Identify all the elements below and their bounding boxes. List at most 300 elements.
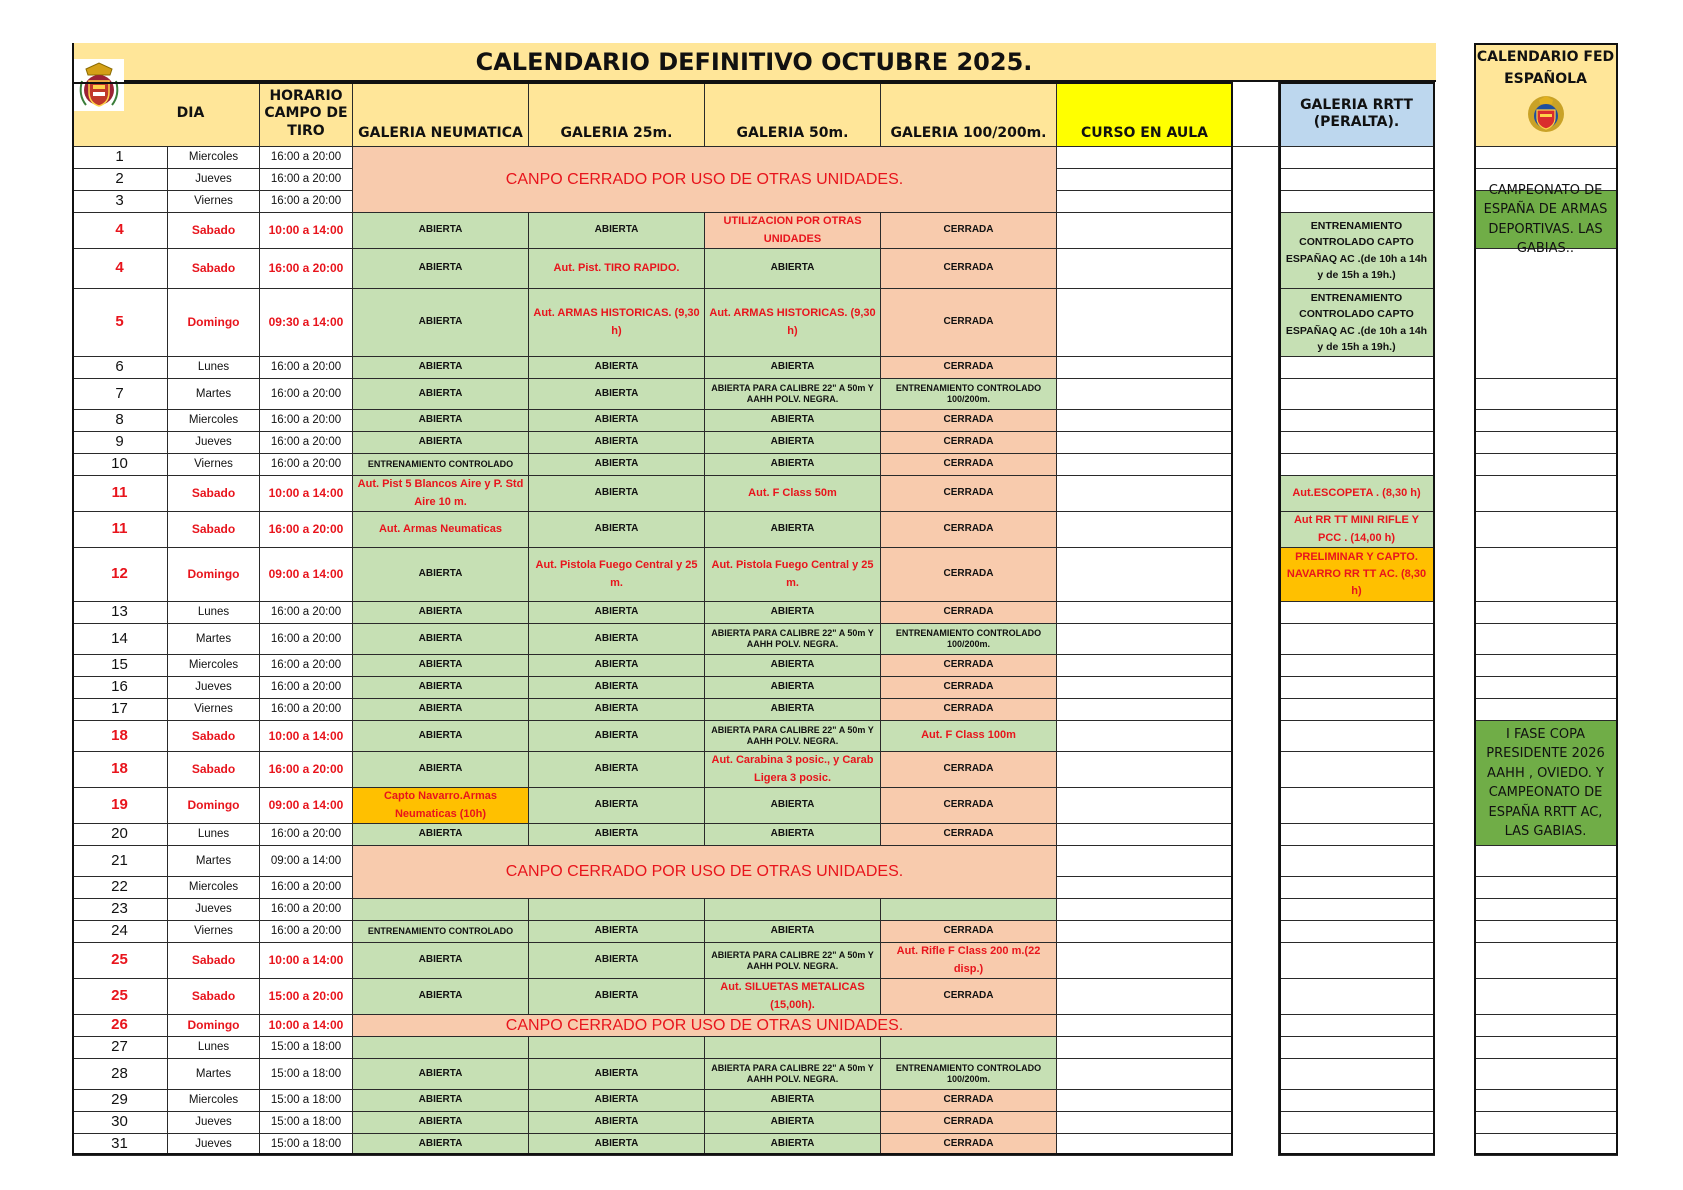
header-g50: GALERIA 50m.: [705, 82, 881, 147]
rrtt-cell: [1279, 752, 1435, 788]
cell-g100: CERRADA: [881, 410, 1057, 432]
day-number: 28: [72, 1059, 168, 1090]
cell-g25: ABIERTA: [529, 788, 705, 824]
rrtt-cell: [1279, 169, 1435, 191]
rrtt-cell: [1279, 410, 1435, 432]
cell-g50: ABIERTA: [705, 249, 881, 289]
gap-cell: [1233, 410, 1279, 432]
rrtt-cell: [1279, 454, 1435, 476]
cell-g100: ENTRENAMIENTO CONTROLADO 100/200m.: [881, 624, 1057, 655]
cell-neu: ABIERTA: [353, 548, 529, 602]
hours: 16:00 a 20:00: [260, 191, 353, 213]
cell-g50: ABIERTA: [705, 454, 881, 476]
curso-cell: [1057, 410, 1233, 432]
header-neumatica: GALERIA NEUMATICA: [353, 82, 529, 147]
header-rrtt: GALERIA RRTT (PERALTA).: [1279, 82, 1435, 147]
gap-cell: [1233, 289, 1279, 357]
day-name: Sabado: [168, 213, 260, 249]
hours: 16:00 a 20:00: [260, 877, 353, 899]
day-number: 20: [72, 824, 168, 846]
cell-neu: ABIERTA: [353, 432, 529, 454]
hours: 15:00 a 18:00: [260, 1059, 353, 1090]
gap-cell: [1233, 476, 1279, 512]
cell-g25: ABIERTA: [529, 943, 705, 979]
curso-cell: [1057, 655, 1233, 677]
cell-g50: ABIERTA PARA CALIBRE 22" A 50m Y AAHH POLV. NEGRA.: [705, 1059, 881, 1090]
day-name: Sabado: [168, 979, 260, 1015]
hours: 16:00 a 20:00: [260, 921, 353, 943]
cell-g50: [705, 899, 881, 921]
day-number: 5: [72, 289, 168, 357]
day-number: 4: [72, 213, 168, 249]
cell-g50: ABIERTA PARA CALIBRE 22" A 50m Y AAHH POLV. NEGRA.: [705, 721, 881, 752]
cell-g100: CERRADA: [881, 512, 1057, 548]
day-name: Jueves: [168, 169, 260, 191]
day-number: 16: [72, 677, 168, 699]
federation-shield-icon: [1524, 92, 1568, 136]
curso-cell: [1057, 979, 1233, 1015]
curso-cell: [1057, 1037, 1233, 1059]
day-number: 21: [72, 846, 168, 877]
fed-empty-cell: [1474, 357, 1618, 379]
day-number: 31: [72, 1134, 168, 1156]
fed-empty-cell: [1474, 655, 1618, 677]
gap-cell: [1233, 824, 1279, 846]
day-name: Viernes: [168, 454, 260, 476]
cell-g100: CERRADA: [881, 979, 1057, 1015]
curso-cell: [1057, 943, 1233, 979]
cell-g50: ABIERTA: [705, 824, 881, 846]
cell-g50: UTILIZACION POR OTRAS UNIDADES: [705, 213, 881, 249]
day-number: 30: [72, 1112, 168, 1134]
header-fed: CALENDARIO FED ESPAÑOLA: [1474, 43, 1618, 147]
curso-cell: [1057, 677, 1233, 699]
day-number: 3: [72, 191, 168, 213]
day-number: 7: [72, 379, 168, 410]
cell-neu: ABIERTA: [353, 602, 529, 624]
gap-cell: [1233, 721, 1279, 752]
day-number: 2: [72, 169, 168, 191]
cell-g100: [881, 1037, 1057, 1059]
rrtt-cell: [1279, 921, 1435, 943]
rrtt-cell: Aut.ESCOPETA . (8,30 h): [1279, 476, 1435, 512]
curso-cell: [1057, 249, 1233, 289]
cell-g100: Aut. F Class 100m: [881, 721, 1057, 752]
hours: 16:00 a 20:00: [260, 824, 353, 846]
cell-neu: ABIERTA: [353, 357, 529, 379]
day-number: 29: [72, 1090, 168, 1112]
rrtt-cell: [1279, 846, 1435, 877]
curso-cell: [1057, 432, 1233, 454]
day-name: Miercoles: [168, 877, 260, 899]
day-name: Lunes: [168, 357, 260, 379]
curso-cell: [1057, 1015, 1233, 1037]
fed-empty-cell: [1474, 943, 1618, 979]
cell-neu: ABIERTA: [353, 979, 529, 1015]
day-name: Jueves: [168, 677, 260, 699]
cell-g50: ABIERTA: [705, 1090, 881, 1112]
cell-g25: ABIERTA: [529, 824, 705, 846]
rrtt-cell: [1279, 721, 1435, 752]
fed-empty-cell: [1474, 899, 1618, 921]
curso-cell: [1057, 213, 1233, 249]
curso-cell: [1057, 289, 1233, 357]
cell-g100: CERRADA: [881, 677, 1057, 699]
day-name: Jueves: [168, 899, 260, 921]
cell-neu: [353, 1037, 529, 1059]
day-number: 25: [72, 943, 168, 979]
hours: 15:00 a 18:00: [260, 1134, 353, 1156]
rrtt-training-cell: ENTRENAMIENTO CONTROLADO CAPTO ESPAÑAQ AC .(de 10h a 14h y de 15h a 19h.): [1279, 289, 1435, 357]
rrtt-cell: [1279, 379, 1435, 410]
day-number: 19: [72, 788, 168, 824]
rrtt-cell: [1279, 357, 1435, 379]
cell-g50: Aut. Carabina 3 posic., y Carab Ligera 3 posic.: [705, 752, 881, 788]
cell-g25: ABIERTA: [529, 721, 705, 752]
cell-g100: CERRADA: [881, 1090, 1057, 1112]
cell-g25: Aut. Pistola Fuego Central y 25 m.: [529, 548, 705, 602]
rrtt-cell: [1279, 943, 1435, 979]
curso-cell: [1057, 512, 1233, 548]
rrtt-cell: [1279, 191, 1435, 213]
cell-neu: ABIERTA: [353, 699, 529, 721]
hours: 16:00 a 20:00: [260, 169, 353, 191]
day-name: Sabado: [168, 752, 260, 788]
cell-g25: ABIERTA: [529, 677, 705, 699]
curso-cell: [1057, 824, 1233, 846]
day-number: 22: [72, 877, 168, 899]
cell-g25: ABIERTA: [529, 512, 705, 548]
curso-cell: [1057, 357, 1233, 379]
hours: 16:00 a 20:00: [260, 432, 353, 454]
gap-cell: [1233, 943, 1279, 979]
curso-cell: [1057, 1134, 1233, 1156]
gap-cell: [1233, 1015, 1279, 1037]
cell-g100: CERRADA: [881, 213, 1057, 249]
day-name: Sabado: [168, 721, 260, 752]
fed-empty-cell: [1474, 1037, 1618, 1059]
day-number: 11: [72, 512, 168, 548]
fed-empty-cell: [1474, 877, 1618, 899]
gap-cell: [1233, 249, 1279, 289]
cell-g50: Aut. F Class 50m: [705, 476, 881, 512]
cell-neu: ABIERTA: [353, 824, 529, 846]
hours: 16:00 a 20:00: [260, 410, 353, 432]
fed-empty-cell: [1474, 1059, 1618, 1090]
cell-neu: ABIERTA: [353, 1090, 529, 1112]
hours: 16:00 a 20:00: [260, 379, 353, 410]
hours: 16:00 a 20:00: [260, 624, 353, 655]
cell-g25: ABIERTA: [529, 213, 705, 249]
cell-g25: ABIERTA: [529, 1134, 705, 1156]
hours: 09:00 a 14:00: [260, 846, 353, 877]
cell-g100: ENTRENAMIENTO CONTROLADO 100/200m.: [881, 1059, 1057, 1090]
cell-g25: ABIERTA: [529, 379, 705, 410]
header-g100: GALERIA 100/200m.: [881, 82, 1057, 147]
hours: 09:00 a 14:00: [260, 788, 353, 824]
cell-g50: Aut. SILUETAS METALICAS (15,00h).: [705, 979, 881, 1015]
rrtt-cell: [1279, 824, 1435, 846]
day-number: 10: [72, 454, 168, 476]
cell-g50: ABIERTA: [705, 1112, 881, 1134]
hours: 09:00 a 14:00: [260, 548, 353, 602]
gap-cell: [1233, 357, 1279, 379]
cell-neu: ABIERTA: [353, 379, 529, 410]
curso-cell: [1057, 846, 1233, 877]
day-name: Domingo: [168, 1015, 260, 1037]
gap-cell: [1233, 1112, 1279, 1134]
rrtt-cell: [1279, 1015, 1435, 1037]
curso-cell: [1057, 877, 1233, 899]
hours: 16:00 a 20:00: [260, 454, 353, 476]
day-name: Martes: [168, 379, 260, 410]
fed-empty-cell: [1474, 1134, 1618, 1156]
gap-cell: [1233, 213, 1279, 249]
header-dia: DIA: [72, 82, 260, 147]
cell-g25: ABIERTA: [529, 699, 705, 721]
cell-neu: Aut. Pist 5 Blancos Aire y P. Std Aire 10 m.: [353, 476, 529, 512]
gap-cell: [1233, 147, 1279, 169]
fed-empty-cell: [1474, 379, 1618, 410]
hours: 10:00 a 14:00: [260, 721, 353, 752]
cell-g100: CERRADA: [881, 1112, 1057, 1134]
fed-empty-cell: [1474, 677, 1618, 699]
day-name: Sabado: [168, 249, 260, 289]
cell-g100: CERRADA: [881, 921, 1057, 943]
cell-g50: ABIERTA: [705, 788, 881, 824]
cell-g25: ABIERTA: [529, 1090, 705, 1112]
cell-g100: CERRADA: [881, 432, 1057, 454]
day-number: 15: [72, 655, 168, 677]
day-number: 1: [72, 147, 168, 169]
fed-empty-cell: [1474, 1015, 1618, 1037]
cell-g100: Aut. Rifle F Class 200 m.(22 disp.): [881, 943, 1057, 979]
rrtt-cell: [1279, 979, 1435, 1015]
day-name: Domingo: [168, 289, 260, 357]
cell-neu: ENTRENAMIENTO CONTROLADO: [353, 921, 529, 943]
cell-neu: ENTRENAMIENTO CONTROLADO: [353, 454, 529, 476]
rrtt-cell: [1279, 147, 1435, 169]
day-number: 18: [72, 752, 168, 788]
fed-empty-cell: [1474, 602, 1618, 624]
rrtt-cell: [1279, 677, 1435, 699]
cell-g50: ABIERTA: [705, 602, 881, 624]
curso-cell: [1057, 921, 1233, 943]
gap-cell: [1233, 655, 1279, 677]
rrtt-cell: Aut RR TT MINI RIFLE Y PCC . (14,00 h): [1279, 512, 1435, 548]
rrtt-cell: PRELIMINAR Y CAPTO. NAVARRO RR TT AC. (8,30 h): [1279, 548, 1435, 602]
curso-cell: [1057, 752, 1233, 788]
hours: 10:00 a 14:00: [260, 476, 353, 512]
closed-notice: CANPO CERRADO POR USO DE OTRAS UNIDADES.: [353, 147, 1057, 213]
cell-g25: ABIERTA: [529, 1059, 705, 1090]
rrtt-cell: [1279, 624, 1435, 655]
curso-cell: [1057, 699, 1233, 721]
day-name: Domingo: [168, 788, 260, 824]
fed-empty-cell: [1474, 454, 1618, 476]
cell-g50: ABIERTA: [705, 921, 881, 943]
cell-neu: Capto Navarro.Armas Neumaticas (10h): [353, 788, 529, 824]
day-number: 4: [72, 249, 168, 289]
curso-cell: [1057, 624, 1233, 655]
gap-cell: [1233, 877, 1279, 899]
cell-g50: Aut. Pistola Fuego Central y 25 m.: [705, 548, 881, 602]
day-name: Viernes: [168, 699, 260, 721]
cell-g100: CERRADA: [881, 699, 1057, 721]
curso-cell: [1057, 1059, 1233, 1090]
cell-g25: [529, 899, 705, 921]
gap-cell: [1233, 1134, 1279, 1156]
hours: 16:00 a 20:00: [260, 512, 353, 548]
cell-g50: ABIERTA PARA CALIBRE 22" A 50m Y AAHH POLV. NEGRA.: [705, 943, 881, 979]
cell-g25: ABIERTA: [529, 410, 705, 432]
cell-g25: ABIERTA: [529, 979, 705, 1015]
gap-cell: [1233, 921, 1279, 943]
gap-cell: [1233, 788, 1279, 824]
hours: 16:00 a 20:00: [260, 677, 353, 699]
day-name: Jueves: [168, 1134, 260, 1156]
gap-cell: [1233, 979, 1279, 1015]
cell-g50: Aut. ARMAS HISTORICAS. (9,30 h): [705, 289, 881, 357]
cell-g25: ABIERTA: [529, 624, 705, 655]
rrtt-cell: [1279, 1112, 1435, 1134]
day-number: 12: [72, 548, 168, 602]
curso-cell: [1057, 788, 1233, 824]
gap-cell: [1233, 1059, 1279, 1090]
cell-neu: ABIERTA: [353, 677, 529, 699]
cell-g25: ABIERTA: [529, 655, 705, 677]
fed-event-cell: I FASE COPA PRESIDENTE 2026 AAHH , OVIEDO. Y CAMPEONATO DE ESPAÑA RRTT AC, LAS GABIAS.: [1474, 721, 1618, 846]
cell-g25: ABIERTA: [529, 1112, 705, 1134]
day-name: Lunes: [168, 602, 260, 624]
rrtt-cell: [1279, 1059, 1435, 1090]
gap-cell: [1233, 548, 1279, 602]
fed-empty-cell: [1474, 979, 1618, 1015]
cell-neu: ABIERTA: [353, 213, 529, 249]
cell-g100: ENTRENAMIENTO CONTROLADO 100/200m.: [881, 379, 1057, 410]
hours: 10:00 a 14:00: [260, 1015, 353, 1037]
day-number: 8: [72, 410, 168, 432]
day-name: Lunes: [168, 1037, 260, 1059]
rrtt-cell: [1279, 699, 1435, 721]
cell-neu: ABIERTA: [353, 624, 529, 655]
club-shield-icon: [74, 59, 124, 111]
fed-empty-cell: [1474, 699, 1618, 721]
day-name: Martes: [168, 624, 260, 655]
curso-cell: [1057, 721, 1233, 752]
gap-cell: [1233, 624, 1279, 655]
cell-neu: ABIERTA: [353, 1112, 529, 1134]
fed-empty-cell: [1474, 410, 1618, 432]
cell-neu: ABIERTA: [353, 752, 529, 788]
cell-neu: ABIERTA: [353, 943, 529, 979]
day-number: 18: [72, 721, 168, 752]
fed-empty-cell: [1474, 432, 1618, 454]
cell-g100: CERRADA: [881, 476, 1057, 512]
curso-cell: [1057, 454, 1233, 476]
gap-cell: [1233, 512, 1279, 548]
cell-g25: ABIERTA: [529, 432, 705, 454]
hours: 16:00 a 20:00: [260, 699, 353, 721]
cell-g50: ABIERTA: [705, 699, 881, 721]
day-name: Domingo: [168, 548, 260, 602]
cell-g100: CERRADA: [881, 249, 1057, 289]
day-number: 11: [72, 476, 168, 512]
cell-g100: CERRADA: [881, 655, 1057, 677]
fed-empty-cell: [1474, 921, 1618, 943]
day-number: 23: [72, 899, 168, 921]
cell-neu: [353, 899, 529, 921]
cell-g25: Aut. Pist. TIRO RAPIDO.: [529, 249, 705, 289]
day-number: 9: [72, 432, 168, 454]
day-name: Sabado: [168, 512, 260, 548]
cell-g100: CERRADA: [881, 289, 1057, 357]
cell-g50: ABIERTA: [705, 677, 881, 699]
hours: 16:00 a 20:00: [260, 752, 353, 788]
rrtt-cell: [1279, 899, 1435, 921]
fed-empty-cell: [1474, 476, 1618, 512]
cell-g50: ABIERTA: [705, 512, 881, 548]
fed-empty-cell: [1474, 1112, 1618, 1134]
cell-neu: ABIERTA: [353, 655, 529, 677]
curso-cell: [1057, 1112, 1233, 1134]
rrtt-cell: [1279, 788, 1435, 824]
cell-g50: ABIERTA: [705, 410, 881, 432]
rrtt-cell: [1279, 432, 1435, 454]
gap-cell: [1233, 454, 1279, 476]
hours: 16:00 a 20:00: [260, 655, 353, 677]
cell-g50: [705, 1037, 881, 1059]
column-gap: [1233, 82, 1279, 147]
day-name: Sabado: [168, 476, 260, 512]
curso-cell: [1057, 379, 1233, 410]
cell-neu: ABIERTA: [353, 249, 529, 289]
gap-cell: [1233, 1090, 1279, 1112]
gap-cell: [1233, 191, 1279, 213]
rrtt-cell: [1279, 1090, 1435, 1112]
header-horario: HORARIO CAMPO DE TIRO: [260, 82, 353, 147]
curso-cell: [1057, 548, 1233, 602]
hours: 15:00 a 18:00: [260, 1112, 353, 1134]
cell-g50: ABIERTA: [705, 655, 881, 677]
curso-cell: [1057, 147, 1233, 169]
curso-cell: [1057, 1090, 1233, 1112]
curso-cell: [1057, 169, 1233, 191]
cell-g100: CERRADA: [881, 357, 1057, 379]
day-number: 27: [72, 1037, 168, 1059]
gap-cell: [1233, 169, 1279, 191]
cell-g50: ABIERTA: [705, 1134, 881, 1156]
cell-g25: ABIERTA: [529, 357, 705, 379]
cell-g100: CERRADA: [881, 1134, 1057, 1156]
fed-event-cell: CAMPEONATO DE ESPAÑA DE ARMAS DEPORTIVAS. LAS GABIAS..: [1474, 191, 1618, 249]
day-name: Miercoles: [168, 147, 260, 169]
cell-neu: Aut. Armas Neumaticas: [353, 512, 529, 548]
gap-cell: [1233, 677, 1279, 699]
cell-neu: ABIERTA: [353, 410, 529, 432]
page-title: CALENDARIO DEFINITIVO OCTUBRE 2025.: [72, 43, 1436, 82]
cell-g25: ABIERTA: [529, 476, 705, 512]
rrtt-cell: [1279, 1134, 1435, 1156]
cell-g100: CERRADA: [881, 548, 1057, 602]
day-number: 14: [72, 624, 168, 655]
cell-g100: CERRADA: [881, 602, 1057, 624]
day-number: 13: [72, 602, 168, 624]
day-name: Sabado: [168, 943, 260, 979]
cell-neu: ABIERTA: [353, 721, 529, 752]
rrtt-cell: [1279, 1037, 1435, 1059]
calendar-table: [72, 43, 1436, 1155]
